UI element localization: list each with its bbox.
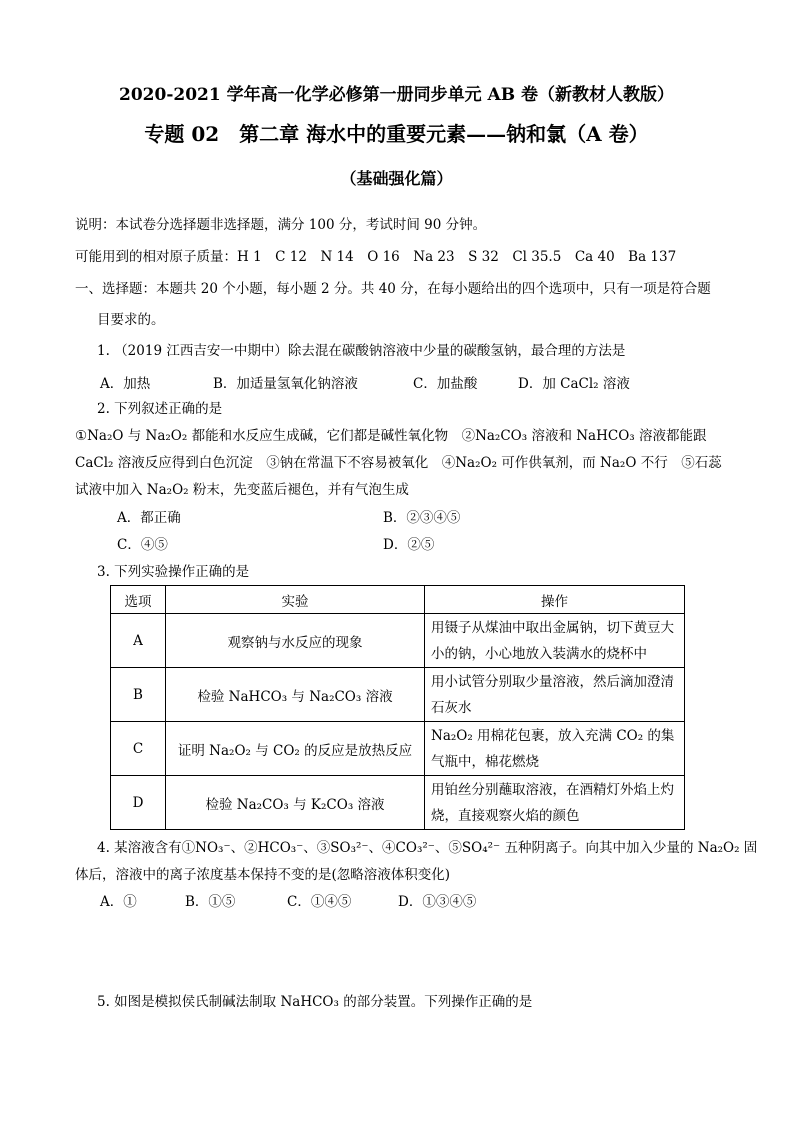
q2-option-d: D．②⑤ [383, 537, 435, 553]
exam-note: 说明：本试卷分选择题非选择题，满分 100 分，考试时间 90 分钟。 [75, 217, 487, 233]
q2-option-a: A．都正确 [117, 510, 181, 526]
table-row [111, 668, 685, 722]
table-cell-operation: Na₂O₂ 用棉花包裹，放入充满 CO₂ 的集气瓶中，棉花燃烧 [425, 722, 685, 776]
table-header-row [111, 586, 685, 614]
q4-stem-line1: 4. 某溶液含有①NO₃⁻、②HCO₃⁻、③SO₃²⁻、④CO₃²⁻、⑤SO₄²⁻ 五种阴离子。向其中加入少量的 Na₂O₂ 固 [97, 840, 758, 856]
table-cell-option: A [111, 614, 166, 668]
q2-statement-line3: 试液中加入 Na₂O₂ 粉末，先变蓝后褪色，并有气泡生成 [75, 482, 409, 498]
table-row [111, 614, 685, 668]
q1-option-d: D．加 CaCl₂ 溶液 [518, 376, 630, 392]
q2-stem: 2. 下列叙述正确的是 [97, 401, 223, 417]
doc-tag: （基础强化篇） [340, 169, 453, 188]
q2-option-c: C．④⑤ [117, 537, 168, 553]
table-header-option: 选项 [111, 586, 166, 614]
table-cell-operation: 用小试管分别取少量溶液，然后滴加澄清石灰水 [425, 668, 685, 722]
q1-option-a: A．加热 [100, 376, 151, 392]
table-cell-experiment: 检验 NaHCO₃ 与 Na₂CO₃ 溶液 [166, 668, 425, 722]
q2-option-b: B．②③④⑤ [383, 510, 461, 526]
table-cell-experiment: 观察钠与水反应的现象 [166, 614, 425, 668]
q3-stem: 3. 下列实验操作正确的是 [97, 564, 250, 580]
atomic-masses: 可能用到的相对原子质量：H 1 C 12 N 14 O 16 Na 23 S 32 Cl 35.5 Ca 40 Ba 137 [75, 249, 677, 265]
doc-title: 2020-2021 学年高一化学必修第一册同步单元 AB 卷（新教材人教版） [119, 85, 674, 105]
q1-option-b: B．加适量氢氧化钠溶液 [213, 376, 358, 392]
q2-statement-line1: ①Na₂O 与 Na₂O₂ 都能和水反应生成碱，它们都是碱性氧化物 ②Na₂CO₃ 溶液和 NaHCO₃ 溶液都能跟 [75, 428, 707, 444]
table-cell-operation: 用镊子从煤油中取出金属钠，切下黄豆大小的钠，小心地放入装满水的烧杯中 [425, 614, 685, 668]
table-cell-option: D [111, 776, 166, 830]
q4-option-d: D．①③④⑤ [398, 894, 477, 910]
doc-subtitle: 专题 02 第二章 海水中的重要元素——钠和氯（A 卷） [144, 122, 649, 146]
q4-option-b: B．①⑤ [185, 894, 236, 910]
q4-option-a: A．① [100, 894, 137, 910]
table-row [111, 722, 685, 776]
table-cell-experiment: 证明 Na₂O₂ 与 CO₂ 的反应是放热反应 [166, 722, 425, 776]
q2-statement-line2: CaCl₂ 溶液反应得到白色沉淀 ③钠在常温下不容易被氧化 ④Na₂O₂ 可作供氧剂，而 Na₂O 不行 ⑤石蕊 [75, 455, 722, 471]
q3-table [110, 585, 685, 830]
q4-option-c: C．①④⑤ [287, 894, 352, 910]
q5-stem: 5. 如图是模拟侯氏制碱法制取 NaHCO₃ 的部分装置。下列操作正确的是 [97, 994, 533, 1010]
q1-stem: 1. （2019 江西吉安一中期中）除去混在碳酸钠溶液中少量的碳酸氢钠，最合理的方法是 [97, 343, 626, 359]
table-row [111, 776, 685, 830]
q1-option-c: C．加盐酸 [413, 376, 478, 392]
table-cell-option: C [111, 722, 166, 776]
section-heading-line1: 一、选择题：本题共 20 个小题，每小题 2 分。共 40 分，在每小题给出的四个选项中，只有一项是符合题 [75, 281, 711, 297]
table-cell-operation: 用铂丝分别蘸取溶液，在酒精灯外焰上灼烧，直接观察火焰的颜色 [425, 776, 685, 830]
table-header-experiment: 实验 [166, 586, 425, 614]
table-header-operation: 操作 [425, 586, 685, 614]
table-cell-option: B [111, 668, 166, 722]
section-heading-line2: 目要求的。 [97, 312, 165, 328]
table-cell-experiment: 检验 Na₂CO₃ 与 K₂CO₃ 溶液 [166, 776, 425, 830]
q4-stem-line2: 体后，溶液中的离子浓度基本保持不变的是(忽略溶液体积变化) [75, 867, 451, 883]
